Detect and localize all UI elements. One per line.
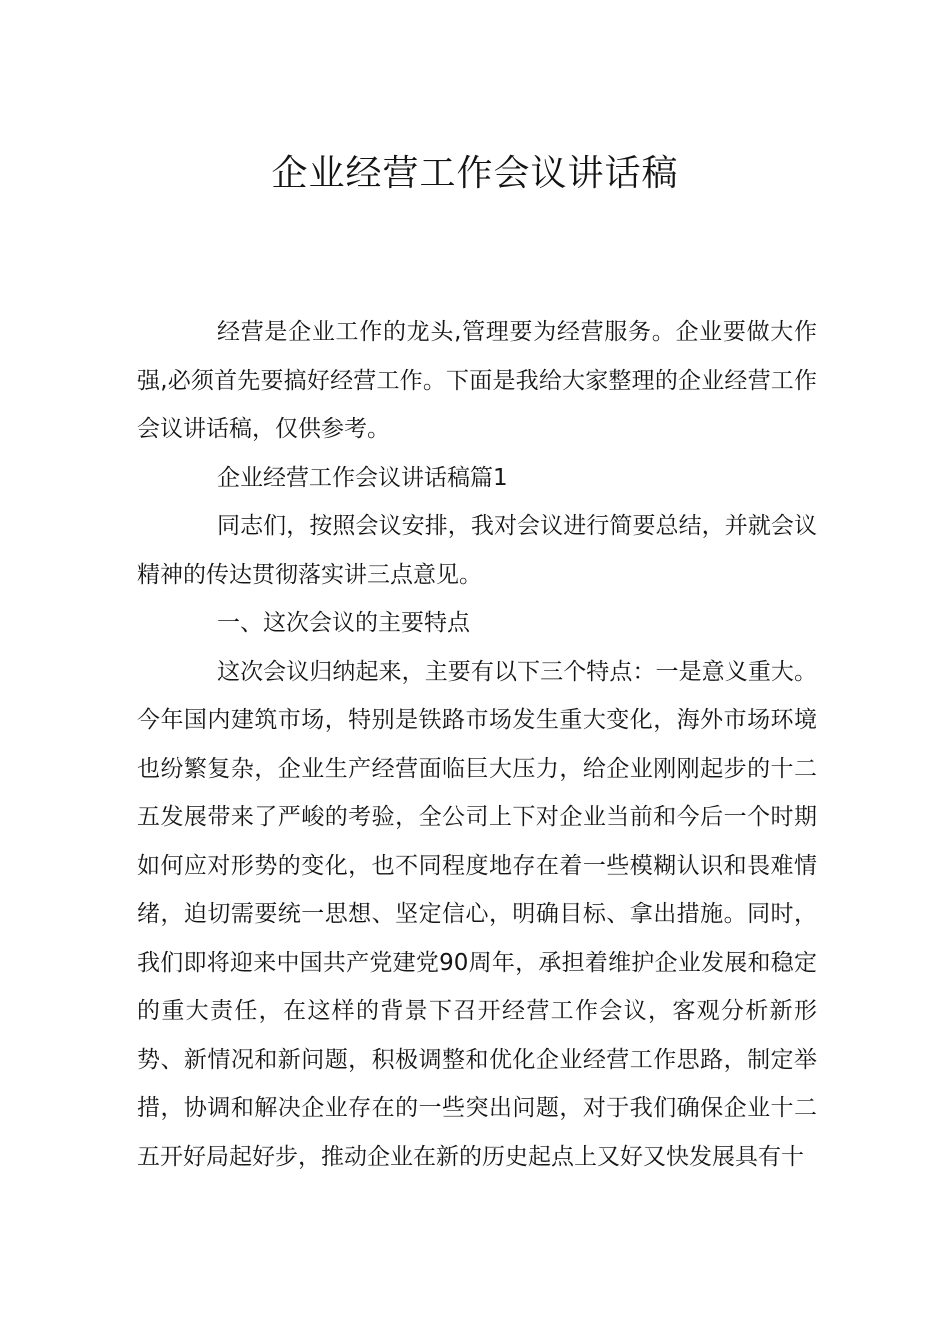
intro-paragraph: 经营是企业工作的龙头,管理要为经营服务。企业要做大作强,必须首先要搞好经营工作。下面是我给大家整理的企业经营工作会议讲话稿，仅供参考。 bbox=[137, 319, 817, 442]
section-title: 企业经营工作会议讲话稿篇1 bbox=[217, 464, 508, 491]
section-heading-one: 一、这次会议的主要特点 bbox=[217, 610, 470, 636]
document-body bbox=[137, 308, 817, 1181]
opening-paragraph: 同志们，按照会议安排，我对会议进行简要总结，并就会议精神的传达贯彻落实讲三点意见。 bbox=[137, 513, 817, 588]
features-paragraph: 这次会议归纳起来，主要有以下三个特点：一是意义重大。今年国内建筑市场，特别是铁路市场发生重大变化，海外市场环境也纷繁复杂，企业生产经营面临巨大压力，给企业刚刚起步的十二五发展带来了严峻的考验，全公司上下对企业当前和今后一个时期如何应对形势的变化，也不同程度地存在着一些模糊认识和畏难情绪，迫切需要统一思想、坚定信心，明确目标、拿出措施。同时，我们即将迎来中国共产党建党90周年，承担着维护企业发展和稳定的重大责任，在这样的背景下召开经营工作会议，客观分析新形势、新情况和新问题，积极调整和优化企业经营工作思路，制定举措，协调和解决企业存在的一些突出问题，对于我们确保企业十二五开好局起好步，推动企业在新的历史起点上又好又快发展具有十 bbox=[137, 658, 817, 1170]
document-title: 企业经营工作会议讲话稿 bbox=[271, 153, 679, 194]
